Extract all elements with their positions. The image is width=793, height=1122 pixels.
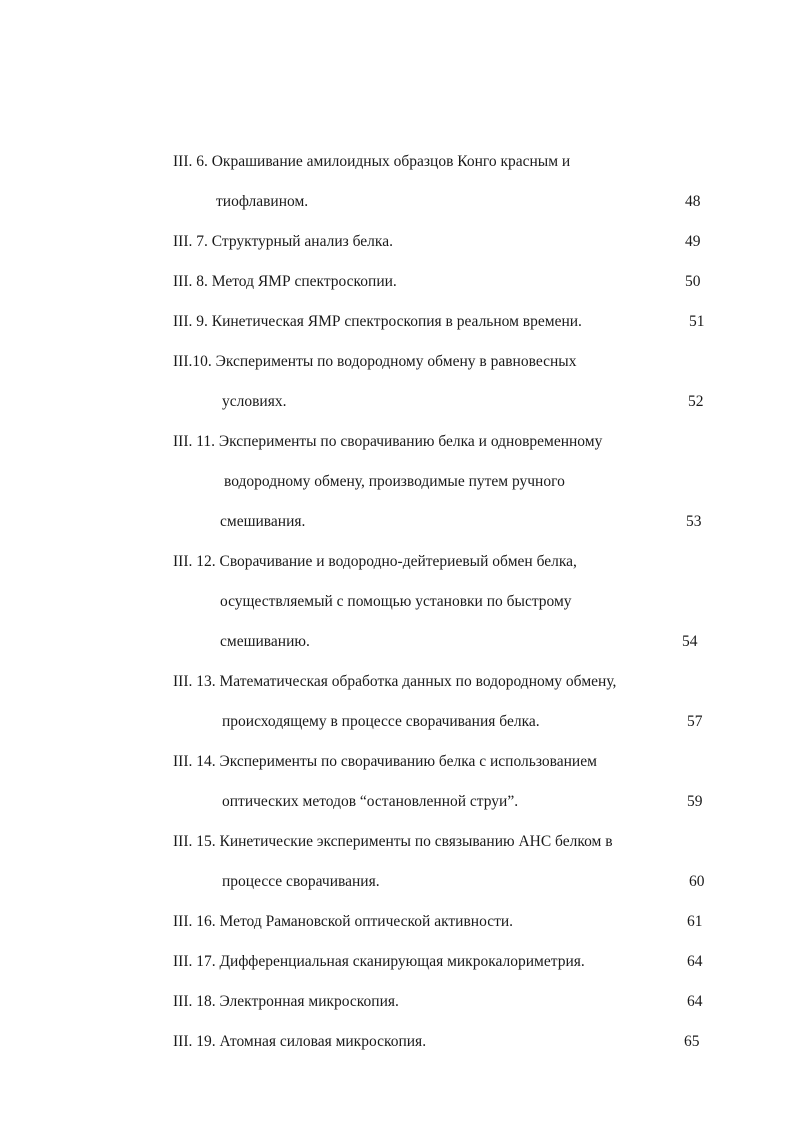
toc-entry-line: III. 12. Сворачивание и водородно-дейтериевый обмен белка, <box>173 553 577 570</box>
toc-page-number: 54 <box>682 633 698 650</box>
toc-entry-line: водородному обмену, производимые путем ручного <box>224 473 565 490</box>
toc-entry-line: смешиванию. <box>220 633 310 650</box>
toc-entry-line: процессе сворачивания. <box>222 873 380 890</box>
toc-page-number: 51 <box>689 313 705 330</box>
toc-entry-line: III. 9. Кинетическая ЯМР спектроскопия в реальном времени. <box>173 313 582 330</box>
toc-entry-line: III. 16. Метод Рамановской оптической активности. <box>173 913 514 930</box>
toc-entry-line: III. 11. Эксперименты по сворачиванию белка и одновременному <box>173 433 603 450</box>
toc-page-number: 52 <box>688 393 704 410</box>
toc-entry-line: III. 15. Кинетические эксперименты по связыванию АНС белком в <box>173 833 613 850</box>
toc-entry-line: происходящему в процессе сворачивания белка. <box>222 713 540 730</box>
toc-entry-line: III.10. Эксперименты по водородному обмену в равновесных <box>173 353 577 370</box>
toc-entry-line: III. 7. Структурный анализ белка. <box>173 233 393 250</box>
toc-page-number: 49 <box>685 233 701 250</box>
toc-page-number: 61 <box>687 913 703 930</box>
toc-entry-line: тиофлавином. <box>216 193 309 210</box>
toc-entry-line: III. 14. Эксперименты по сворачиванию белка с использованием <box>173 753 597 770</box>
toc-entry-line: условиях. <box>222 393 287 410</box>
toc-entry-line: оптических методов “остановленной струи”. <box>222 793 519 810</box>
toc-entry-line: осуществляемый с помощью установки по быстрому <box>220 593 572 610</box>
toc-page-number: 57 <box>687 713 703 730</box>
toc-entry-line: III. 17. Дифференциальная сканирующая микрокалориметрия. <box>173 953 585 970</box>
toc-page-number: 64 <box>687 993 703 1010</box>
toc-page-number: 60 <box>689 873 705 890</box>
toc-page-number: 64 <box>687 953 703 970</box>
toc-entry-line: III. 13. Математическая обработка данных по водородному обмену, <box>173 673 617 690</box>
toc-entry-line: III. 8. Метод ЯМР спектроскопии. <box>173 273 397 290</box>
toc-entry-line: III. 6. Окрашивание амилоидных образцов Конго красным и <box>173 153 571 170</box>
toc-entry-line: смешивания. <box>220 513 306 530</box>
toc-page-number: 53 <box>686 513 702 530</box>
toc-page-number: 50 <box>685 273 701 290</box>
toc-entry-line: III. 18. Электронная микроскопия. <box>173 993 399 1010</box>
toc-page-number: 65 <box>684 1033 700 1050</box>
toc-page-number: 48 <box>685 193 701 210</box>
toc-entry-line: III. 19. Атомная силовая микроскопия. <box>173 1033 427 1050</box>
toc-page-number: 59 <box>687 793 703 810</box>
